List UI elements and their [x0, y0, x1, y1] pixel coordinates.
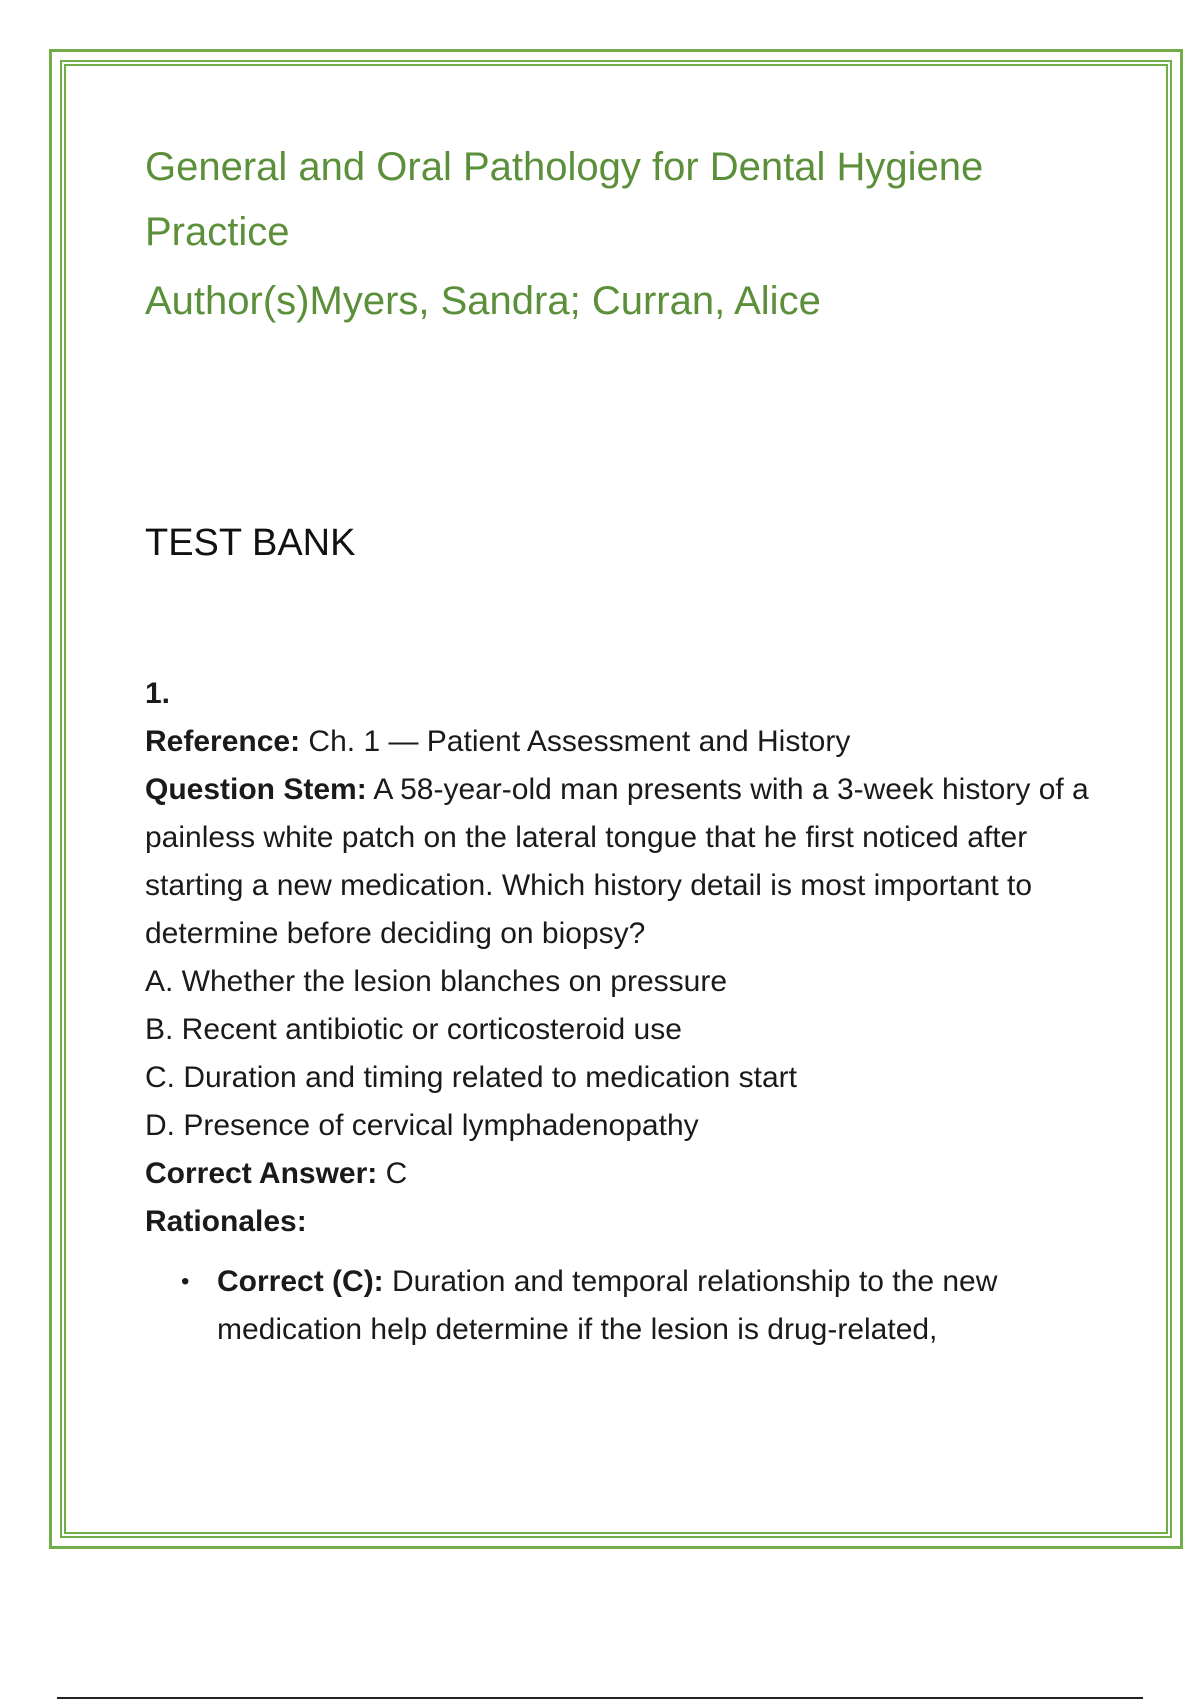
option-c: C. Duration and timing related to medication start: [145, 1061, 797, 1094]
answer-value: C: [385, 1157, 408, 1190]
stem-label: Question Stem:: [145, 773, 367, 806]
correct-answer: [145, 1150, 1095, 1198]
question-number: 1.: [145, 677, 171, 710]
rationale-label: Correct (C):: [217, 1265, 384, 1298]
option-b: B. Recent antibiotic or corticosteroid use: [145, 1013, 682, 1046]
option-a: A. Whether the lesion blanches on pressure: [145, 965, 727, 998]
option-d: D. Presence of cervical lymphadenopathy: [145, 1109, 699, 1142]
section-title: TEST BANK: [145, 522, 356, 564]
book-authors: [145, 275, 1095, 327]
rationales-list: [145, 1258, 1095, 1354]
reference-text: Ch. 1 — Patient Assessment and History: [308, 725, 851, 758]
rationale-text: Duration and temporal relationship to the new medication help determine if the lesion is drug-related,: [217, 1265, 998, 1346]
question-reference: [145, 718, 1095, 766]
answer-options: [145, 958, 1095, 1150]
answer-label: Correct Answer:: [145, 1157, 378, 1190]
book-title: General and Oral Pathology for Dental Hygiene Practice: [145, 145, 984, 254]
stem-text: A 58-year-old man presents with a 3-week history of a painless white patch on the lateral tongue that he first noticed after starting a new medication. Which history detail is most important to determine before deciding on biopsy?: [145, 773, 1089, 950]
authors-names: Myers, Sandra; Curran, Alice: [309, 279, 821, 323]
rationale-item: [181, 1258, 1095, 1354]
bullet-icon: •: [181, 1268, 190, 1295]
question-stem: [145, 766, 1095, 958]
authors-label: Author(s): [145, 279, 310, 323]
reference-label: Reference:: [145, 725, 301, 758]
rationales-label: Rationales:: [145, 1205, 307, 1238]
question-block: [145, 670, 1095, 1354]
page-content: [145, 135, 1095, 1354]
footer-divider: [57, 1697, 1143, 1699]
